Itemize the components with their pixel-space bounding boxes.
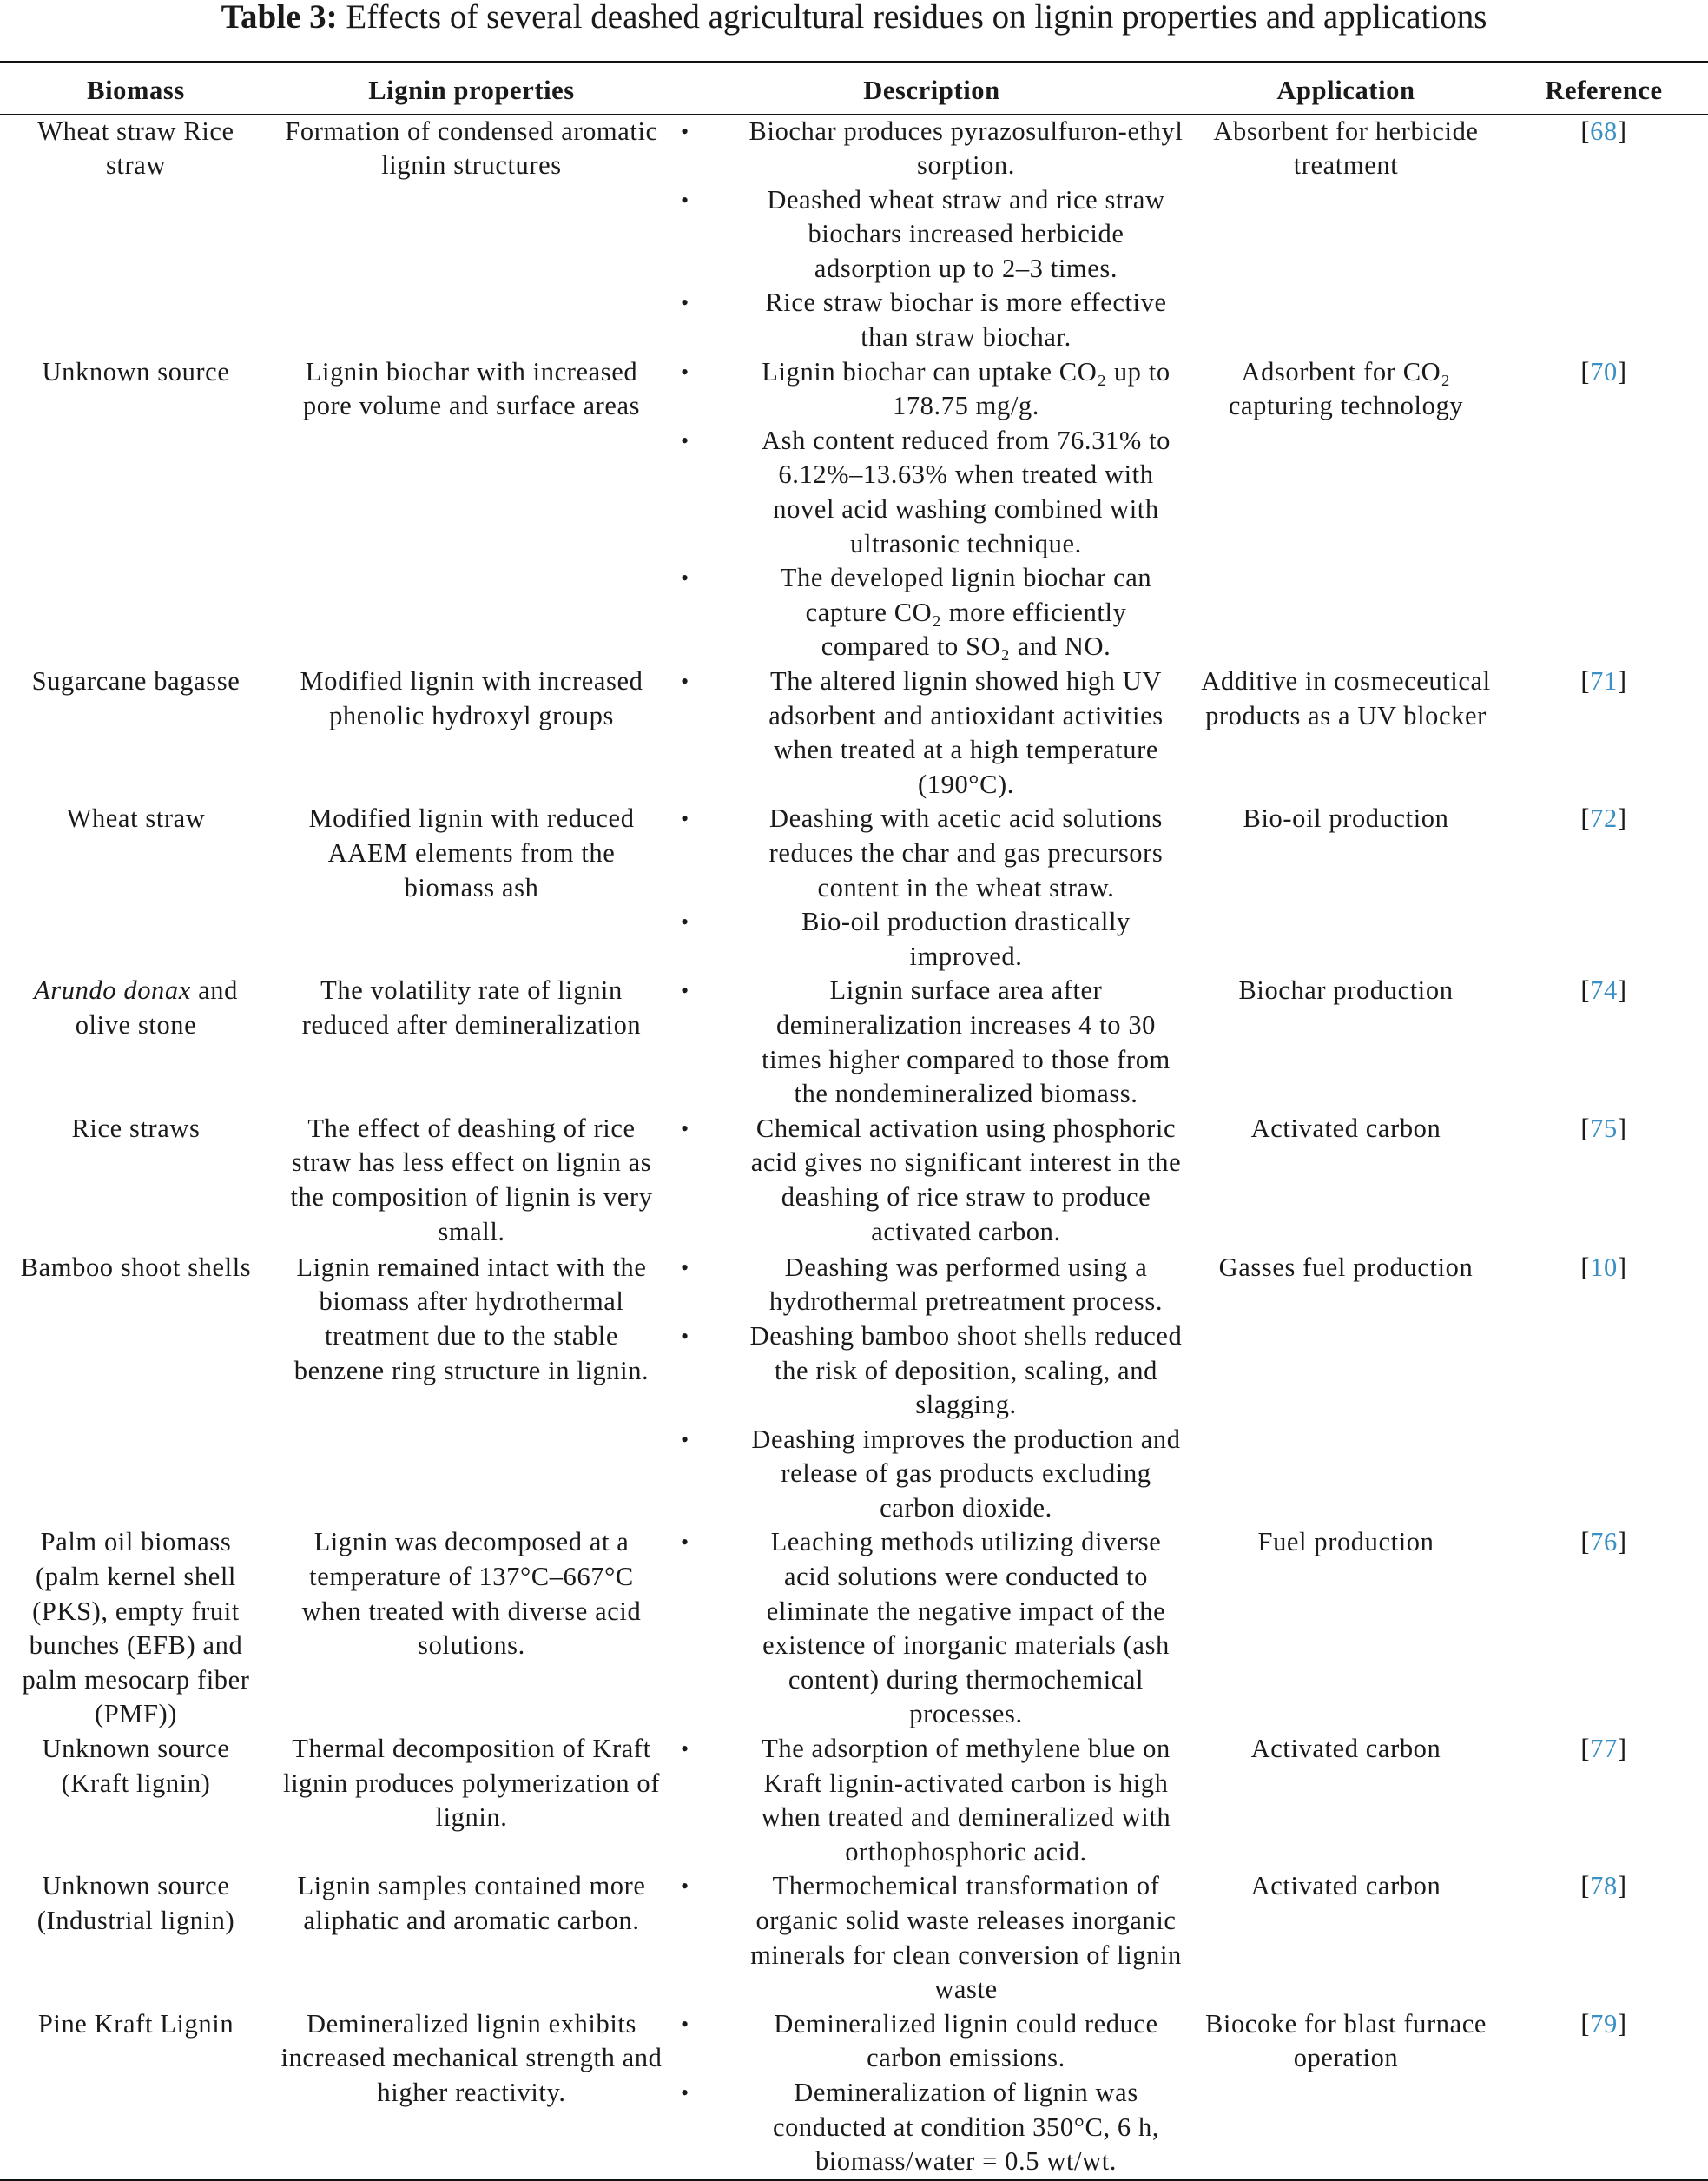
application-cell: Fuel production bbox=[1257, 1527, 1434, 1557]
reference-link[interactable]: 70 bbox=[1590, 356, 1618, 387]
description-bullet: • Deashing was performed using a hydrothermal pretreatment process. bbox=[680, 1251, 1184, 1319]
lignin-properties-cell: Lignin remained intact with the biomass after hydrothermal treatment due to the stable benzene ring structure in lignin. bbox=[293, 1252, 650, 1385]
description-cell bbox=[671, 114, 1192, 355]
table-row bbox=[0, 114, 1708, 355]
description-bullet: • The altered lignin showed high UV adsorbent and antioxidant activities when treated at a high temperature (190°C). bbox=[680, 664, 1184, 802]
lignin-properties-table bbox=[0, 61, 1708, 2181]
reference-cell: [70] bbox=[1580, 356, 1627, 387]
description-bullet: • Lignin surface area after demineralization increases 4 to 30 times higher compared to those from the nondemineralized biomass. bbox=[680, 974, 1184, 1111]
description-cell bbox=[671, 1112, 1192, 1251]
reference-link[interactable]: 79 bbox=[1590, 2008, 1618, 2039]
description-bullet: • Bio-oil production drastically improved. bbox=[680, 905, 1184, 974]
description-bullet: • The adsorption of methylene blue on Kraft lignin-activated carbon is high when treated and demineralized with orthophosphoric acid. bbox=[680, 1732, 1184, 1869]
reference-link[interactable]: 77 bbox=[1590, 1734, 1618, 1764]
description-bullet: • The developed lignin biochar can capture CO₂ more efficiently compared to SO₂ and NO. bbox=[680, 561, 1184, 664]
description-bullet: • Deashing improves the production and release of gas products excluding carbon dioxide. bbox=[680, 1423, 1184, 1526]
biomass-species-name: Arundo donax bbox=[34, 975, 191, 1006]
reference-cell: [74] bbox=[1580, 975, 1627, 1006]
lignin-properties-cell: Formation of condensed aromatic lignin structures bbox=[285, 116, 658, 181]
reference-link[interactable]: 72 bbox=[1590, 803, 1618, 834]
reference-link[interactable]: 78 bbox=[1590, 1871, 1618, 1901]
table-row bbox=[0, 355, 1708, 664]
reference-cell: [71] bbox=[1580, 666, 1627, 696]
table-header-row bbox=[0, 62, 1708, 114]
reference-link[interactable]: 74 bbox=[1590, 975, 1618, 1006]
lignin-properties-cell: Demineralized lignin exhibits increased mechanical strength and higher reactivity. bbox=[272, 2007, 671, 2180]
description-cell bbox=[671, 1732, 1192, 1869]
header-lignin-properties: Lignin properties bbox=[272, 62, 671, 114]
biomass-cell: Sugarcane bagasse bbox=[31, 666, 241, 696]
table-row bbox=[0, 1251, 1708, 1526]
reference-cell: [72] bbox=[1580, 803, 1627, 834]
description-bullet: • Demineralization of lignin was conducted at condition 350°C, 6 h, biomass/water = 0.5 wt/wt. bbox=[680, 2076, 1184, 2179]
biomass-cell: Unknown source (Industrial lignin) bbox=[36, 1871, 235, 1935]
description-cell bbox=[671, 2007, 1192, 2180]
lignin-properties-cell: Modified lignin with reduced AAEM elements from the biomass ash bbox=[308, 803, 635, 902]
application-cell: Gasses fuel production bbox=[1218, 1252, 1474, 1282]
description-cell bbox=[671, 664, 1192, 802]
lignin-properties-cell: Lignin biochar with increased pore volume and surface areas bbox=[302, 356, 641, 421]
lignin-properties-cell: Lignin was decomposed at a temperature of 137°C–667°C when treated with diverse acid solutions. bbox=[301, 1527, 642, 1661]
description-cell bbox=[671, 1251, 1192, 1526]
description-bullet: • Demineralized lignin could reduce carbon emissions. bbox=[680, 2007, 1184, 2076]
description-bullet: • Thermochemical transformation of organic solid waste releases inorganic minerals for clean conversion of lignin waste bbox=[680, 1869, 1184, 2006]
description-cell bbox=[671, 1525, 1192, 1732]
biomass-name-rest: and olive stone bbox=[75, 975, 238, 1040]
application-cell: Activated carbon bbox=[1250, 1734, 1441, 1764]
reference-link[interactable]: 75 bbox=[1590, 1113, 1618, 1143]
description-bullet: • Deashed wheat straw and rice straw biochars increased herbicide adsorption up to 2–3 times. bbox=[680, 183, 1184, 287]
reference-cell: [76] bbox=[1580, 1527, 1627, 1557]
lignin-properties-cell: The effect of deashing of rice straw has less effect on lignin as the composition of lignin is very small. bbox=[290, 1113, 653, 1246]
reference-cell: [68] bbox=[1580, 116, 1627, 146]
application-cell: Bio-oil production bbox=[1243, 803, 1449, 834]
description-cell bbox=[671, 355, 1192, 664]
description-cell bbox=[671, 974, 1192, 1111]
reference-cell: [78] bbox=[1580, 1871, 1627, 1901]
biomass-cell: Unknown source (Kraft lignin) bbox=[42, 1734, 230, 1798]
application-cell: Absorbent for herbicide treatment bbox=[1213, 116, 1479, 181]
table-row bbox=[0, 974, 1708, 1111]
biomass-cell: Pine Kraft Lignin bbox=[0, 2007, 272, 2180]
table-caption-label: Table 3: bbox=[221, 0, 338, 36]
header-description: Description bbox=[671, 62, 1192, 114]
table-row bbox=[0, 1732, 1708, 1869]
reference-cell: [75] bbox=[1580, 1113, 1627, 1143]
header-reference: Reference bbox=[1500, 62, 1708, 114]
header-application: Application bbox=[1192, 62, 1500, 114]
reference-link[interactable]: 10 bbox=[1590, 1252, 1618, 1282]
description-bullet: • Biochar produces pyrazosulfuron-ethyl sorption. bbox=[680, 115, 1184, 183]
lignin-properties-cell: Lignin samples contained more aliphatic and aromatic carbon. bbox=[297, 1871, 646, 1935]
reference-cell: [10] bbox=[1580, 1252, 1627, 1282]
table-caption-text: Effects of several deashed agricultural residues on lignin properties and applications bbox=[346, 0, 1487, 36]
description-cell bbox=[671, 802, 1192, 974]
application-cell: Activated carbon bbox=[1250, 1871, 1441, 1901]
table-row bbox=[0, 1525, 1708, 1732]
lignin-properties-cell: Modified lignin with increased phenolic hydroxyl groups bbox=[300, 666, 643, 730]
lignin-properties-cell: Thermal decomposition of Kraft lignin produces polymerization of lignin. bbox=[283, 1734, 660, 1833]
description-bullet: • Leaching methods utilizing diverse acid solutions were conducted to eliminate the negative impact of the existence of inorganic materials (ash content) during thermochemical processes. bbox=[680, 1525, 1184, 1732]
table-row bbox=[0, 664, 1708, 802]
reference-cell: [79] bbox=[1500, 2007, 1708, 2180]
description-bullet: • Deashing with acetic acid solutions reduces the char and gas precursors content in the wheat straw. bbox=[680, 802, 1184, 905]
application-cell: Additive in cosmeceutical products as a UV blocker bbox=[1201, 666, 1491, 730]
application-cell: Activated carbon bbox=[1250, 1113, 1441, 1143]
application-cell: Adsorbent for CO₂ capturing technology bbox=[1228, 356, 1464, 421]
table-row bbox=[0, 1112, 1708, 1251]
biomass-cell: Palm oil biomass (palm kernel shell (PKS), empty fruit bunches (EFB) and palm mesocarp fiber (PMF)) bbox=[22, 1527, 250, 1729]
table-row bbox=[0, 802, 1708, 974]
biomass-cell: Rice straws bbox=[71, 1113, 201, 1143]
header-biomass: Biomass bbox=[0, 62, 272, 114]
reference-link[interactable]: 71 bbox=[1590, 666, 1618, 696]
description-cell bbox=[671, 1869, 1192, 2006]
reference-cell: [77] bbox=[1580, 1734, 1627, 1764]
description-bullet: • Chemical activation using phosphoric acid gives no significant interest in the deashing of rice straw to produce activated carbon. bbox=[680, 1112, 1184, 1249]
reference-link[interactable]: 76 bbox=[1590, 1527, 1618, 1557]
biomass-cell bbox=[0, 974, 272, 1111]
biomass-cell: Wheat straw bbox=[66, 803, 206, 834]
table-row bbox=[0, 2007, 1708, 2180]
biomass-cell: Bamboo shoot shells bbox=[20, 1252, 252, 1282]
description-bullet: • Deashing bamboo shoot shells reduced the risk of deposition, scaling, and slagging. bbox=[680, 1319, 1184, 1423]
description-bullet: • Lignin biochar can uptake CO₂ up to 178.75 mg/g. bbox=[680, 355, 1184, 424]
table-caption bbox=[0, 0, 1708, 35]
description-bullet: • Ash content reduced from 76.31% to 6.12%–13.63% when treated with novel acid washing combined with ultrasonic technique. bbox=[680, 424, 1184, 561]
description-bullet: • Rice straw biochar is more effective than straw biochar. bbox=[680, 286, 1184, 354]
lignin-properties-cell: The volatility rate of lignin reduced after demineralization bbox=[301, 975, 642, 1040]
application-cell: Biocoke for blast furnace operation bbox=[1192, 2007, 1500, 2180]
table-row bbox=[0, 1869, 1708, 2006]
reference-link[interactable]: 68 bbox=[1590, 116, 1618, 146]
biomass-cell: Wheat straw Rice straw bbox=[37, 116, 234, 181]
biomass-cell: Unknown source bbox=[42, 356, 230, 387]
application-cell: Biochar production bbox=[1238, 975, 1454, 1006]
